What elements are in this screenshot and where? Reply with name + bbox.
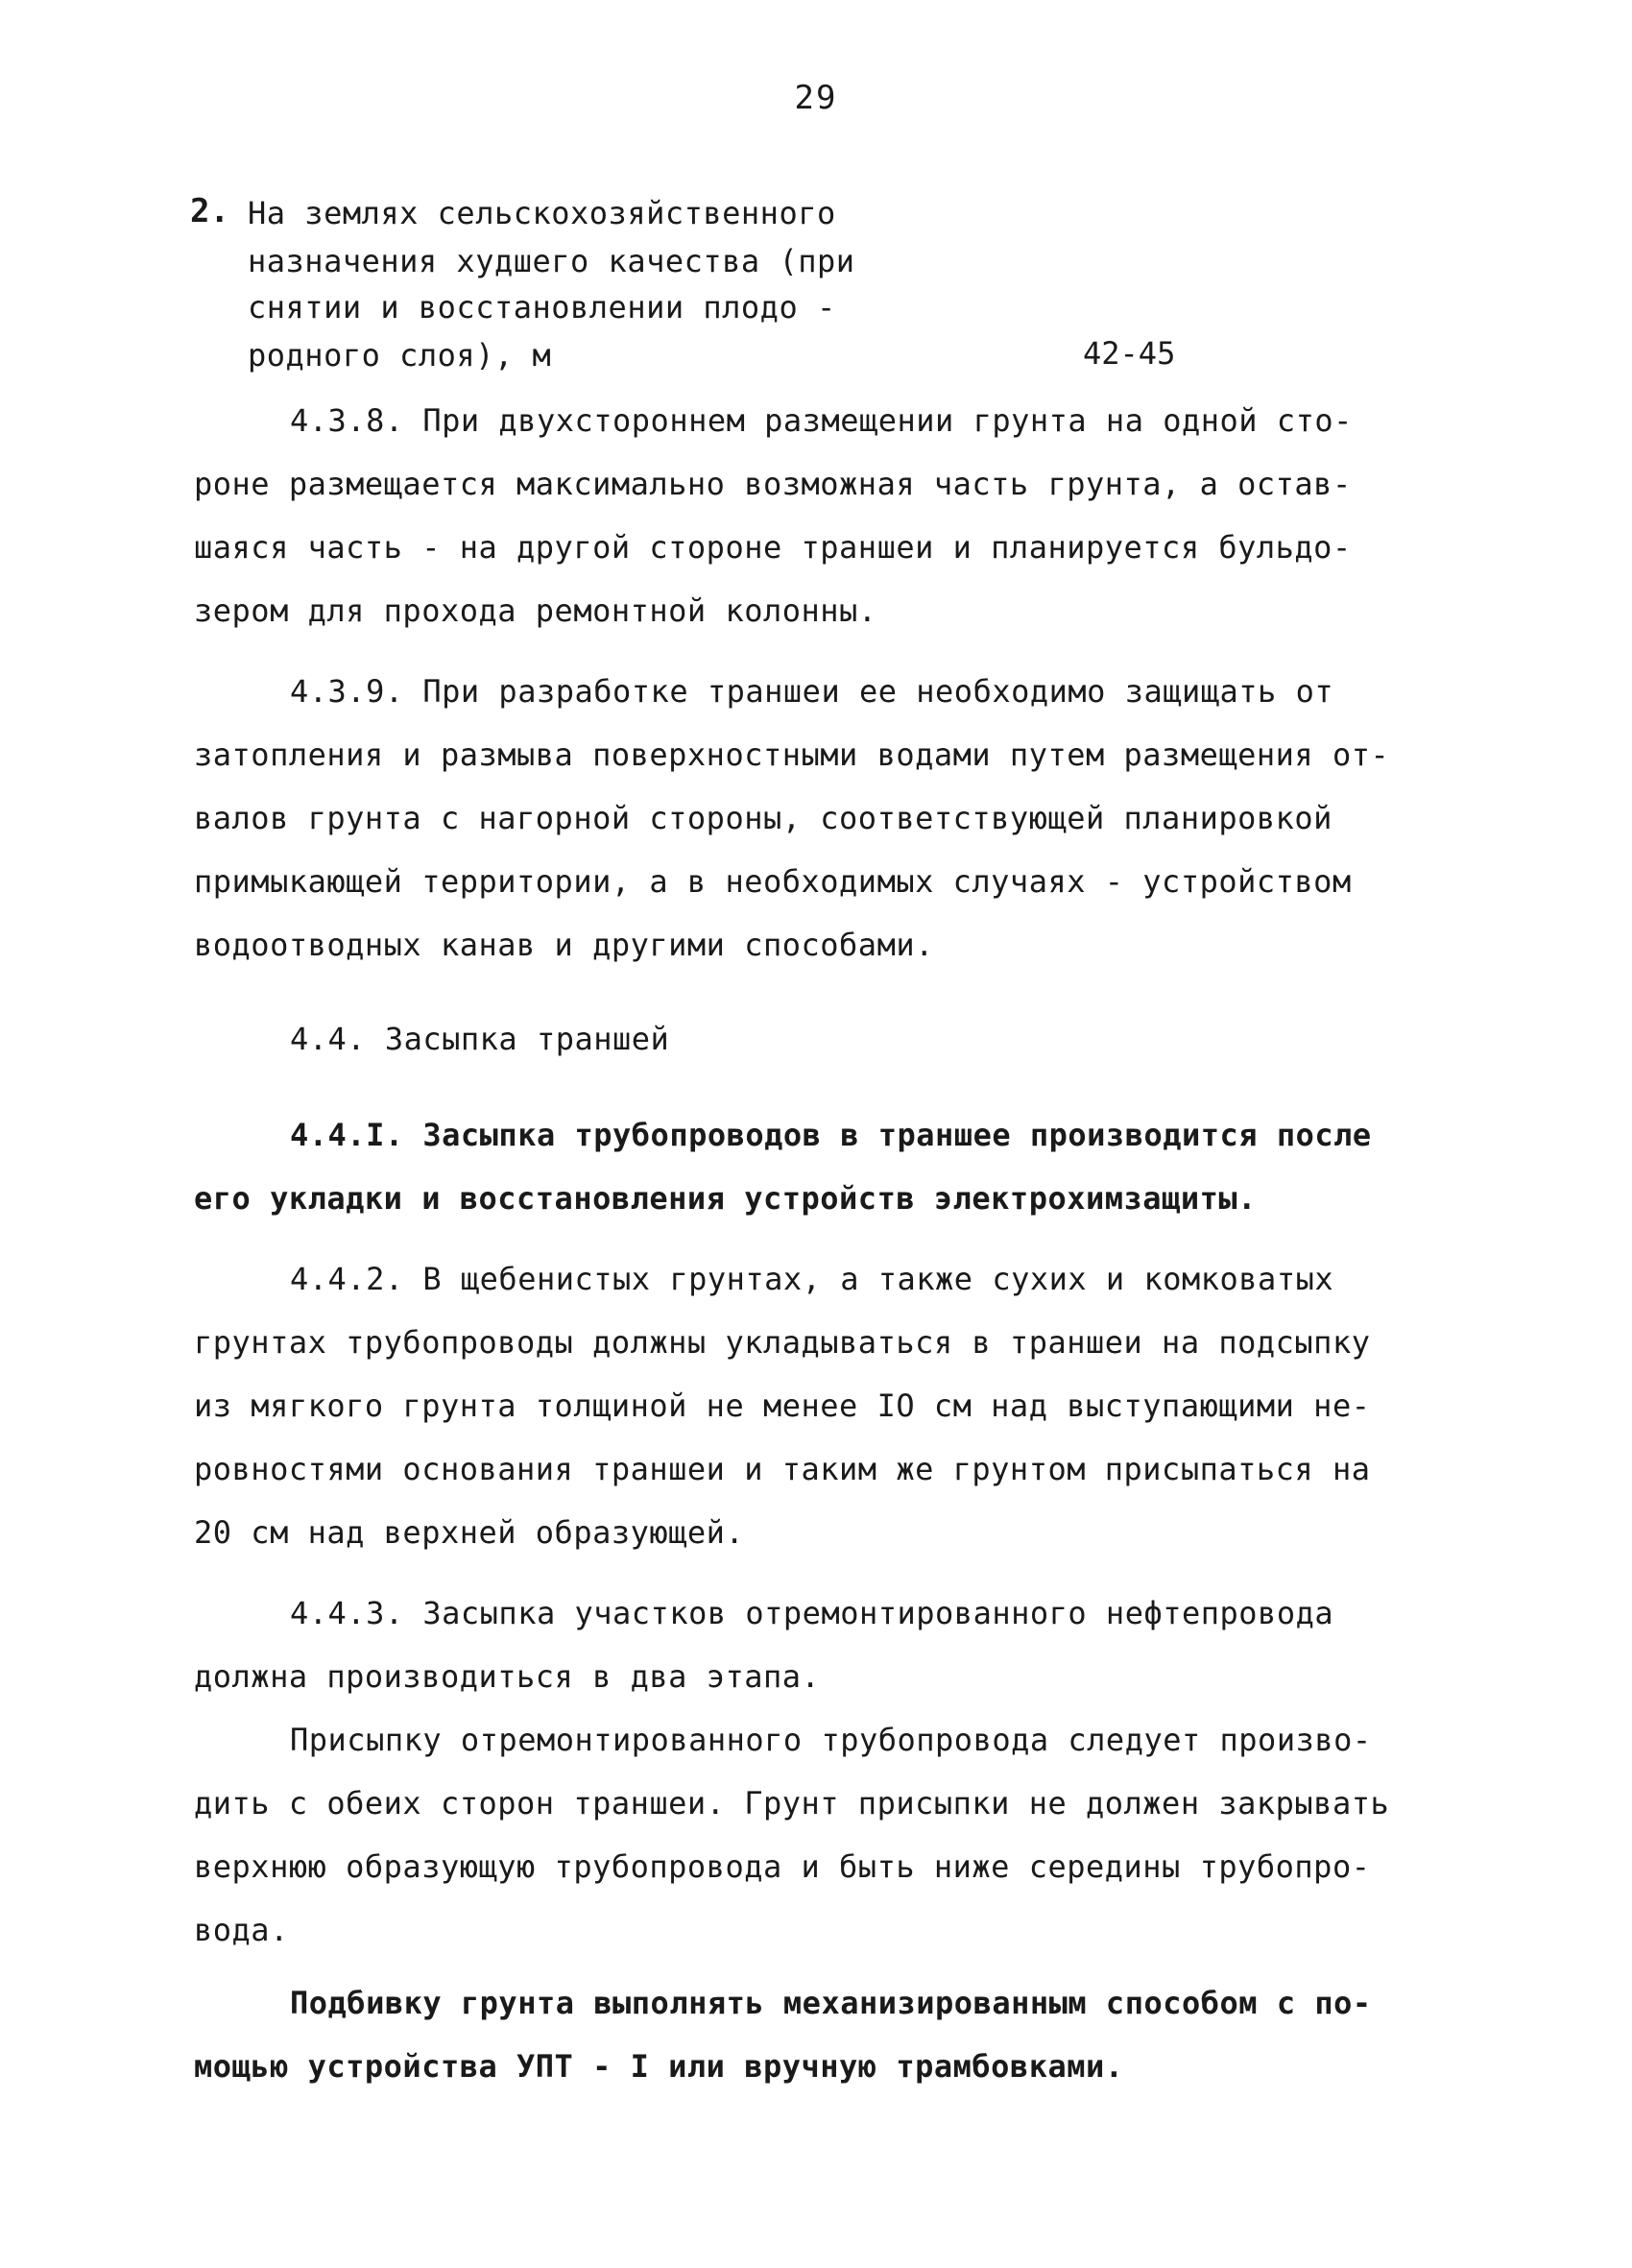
paragraph-line: дить с обеих сторон траншеи. Грунт присыпки не должен закрывать	[194, 1785, 1390, 1822]
paragraph-line: 4.4.I. Засыпка трубопроводов в траншее производится после	[290, 1117, 1372, 1153]
paragraph-line: мощью устройства УПТ - I или вручную трамбовками.	[194, 2048, 1124, 2085]
paragraph-line: Присыпку отремонтированного трубопровода следует произво-	[290, 1722, 1372, 1758]
page-number: 29	[794, 79, 838, 117]
table-item-line: снятии и восстановлении плодо -	[248, 289, 836, 326]
paragraph-line: 4.3.8. При двухстороннем размещении грунта на одной сто-	[290, 402, 1353, 439]
paragraph-line: вода.	[194, 1912, 289, 1948]
paragraph-line: из мягкого грунта толщиной не менее IO см над выступающими не-	[194, 1387, 1371, 1424]
paragraph-line: валов грунта с нагорной стороны, соответствующей планировкой	[194, 800, 1332, 836]
paragraph-line: 4.3.9. При разработке траншеи ее необходимо защищать от	[290, 673, 1334, 710]
paragraph-line: Подбивку грунта выполнять механизированным способом с по-	[290, 1985, 1372, 2021]
paragraph-line: шаяся часть - на другой стороне траншеи и планируется бульдо-	[194, 529, 1352, 566]
paragraph-line: 4.4.3. Засыпка участков отремонтированного нефтепровода	[290, 1595, 1334, 1631]
paragraph-line: должна производиться в два этапа.	[194, 1658, 821, 1695]
paragraph-line: грунтах трубопроводы должны укладываться в траншеи на подсыпку	[194, 1324, 1371, 1361]
table-item-line: родного слоя), м	[248, 337, 552, 374]
paragraph-line: роне размещается максимально возможная часть грунта, а остав-	[194, 466, 1352, 502]
table-item-number: 2.	[190, 192, 229, 230]
paragraph-line: его укладки и восстановления устройств электрохимзащиты.	[194, 1180, 1257, 1217]
paragraph-line: 4.4.2. В щебенистых грунтах, а также сухих и комковатых	[290, 1261, 1334, 1297]
section-heading: 4.4. Засыпка траншей	[290, 1021, 670, 1057]
paragraph-line: 20 см над верхней образующей.	[194, 1514, 745, 1551]
paragraph-line: верхнюю образующую трубопровода и быть ниже середины трубопро-	[194, 1848, 1371, 1885]
table-item-line: На землях сельскохозяйственного	[248, 195, 836, 231]
paragraph-line: зером для прохода ремонтной колонны.	[194, 592, 877, 629]
table-item-value: 42-45	[1083, 335, 1176, 372]
table-item-line: назначения худшего качества (при	[248, 243, 855, 279]
paragraph-line: водоотводных канав и другими способами.	[194, 927, 934, 963]
paragraph-line: ровностями основания траншеи и таким же грунтом присыпаться на	[194, 1451, 1371, 1487]
paragraph-line: затопления и размыва поверхностными водами путем размещения от-	[194, 736, 1390, 773]
paragraph-line: примыкающей территории, а в необходимых случаях - устройством	[194, 863, 1352, 900]
